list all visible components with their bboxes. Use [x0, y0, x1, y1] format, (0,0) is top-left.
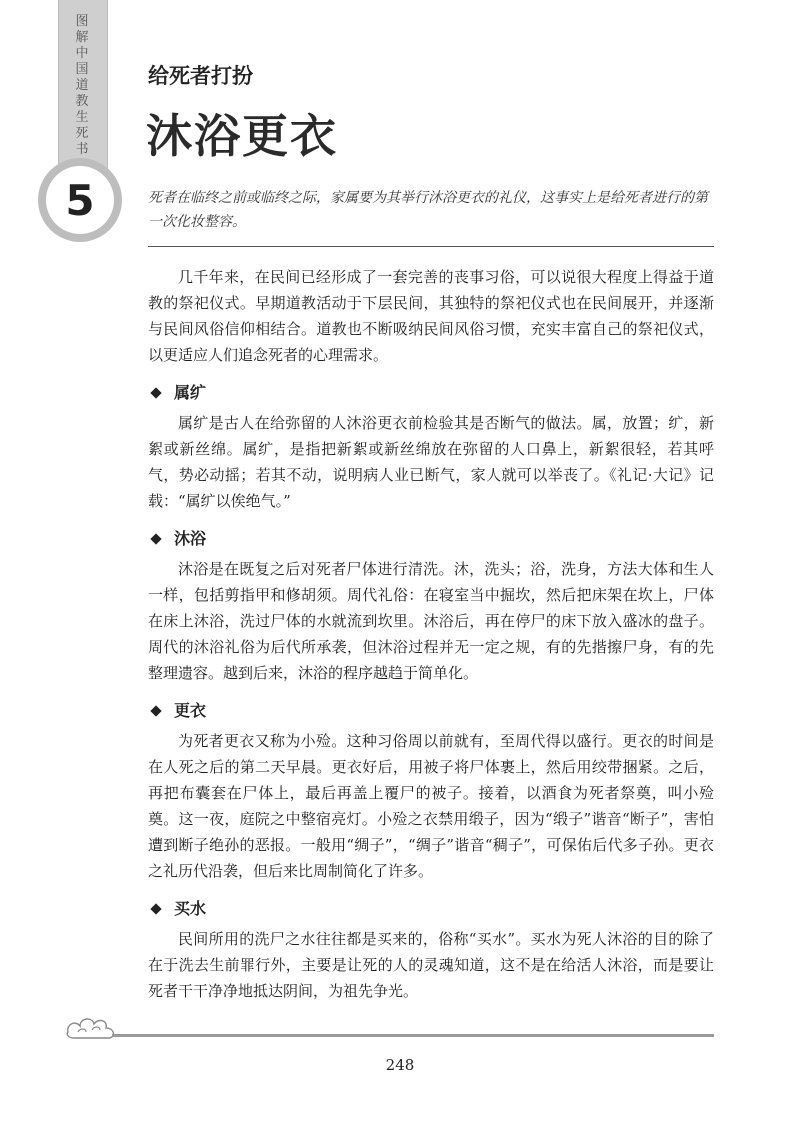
page-title: 沐浴更衣	[146, 109, 338, 163]
section-heading	[148, 698, 714, 724]
chapter-number: 5	[65, 175, 95, 225]
section-heading-label: 更衣	[174, 701, 207, 720]
article-body	[148, 264, 714, 1004]
diamond-bullet-icon	[150, 705, 161, 716]
section-paragraph: 为死者更衣又称为小殓。这种习俗周以前就有，至周代得以盛行。更衣的时间是在人死之后的第二天早晨。更衣好后，用被子将尸体裹上，然后用绞带捆紧。之后，再把布囊套在尸体上，最后再盖上覆尸的被子。接着，以酒食为死者祭奠，叫小殓奠。这一夜，庭院之中整宿亮灯。小殓之衣禁用缎子，因为“缎子”谐音“断子”，害怕遭到断子绝孙的恶报。一般用“绸子”，“绸子”谐音“稠子”，可保佑后代多子孙。更衣之礼历代沿袭，但后来比周制简化了许多。	[148, 732, 714, 880]
section-heading-label: 沐浴	[174, 529, 207, 548]
intro-text: 死者在临终之前或临终之际，家属要为其举行沐浴更衣的礼仪，这事实上是给死者进行的第一次化妆整容。	[148, 190, 708, 230]
section-paragraph: 属纩是古人在给弥留的人沐浴更衣前检验其是否断气的做法。属，放置；纩，新絮或新丝绵。属纩，是指把新絮或新丝绵放在弥留的人口鼻上，新絮很轻，若其呼气，势必动摇；若其不动，说明病人业已断气，家人就可以举丧了。《礼记·大记》记载：“属纩以俟绝气。”	[148, 414, 714, 510]
chapter-badge-inner	[46, 166, 114, 234]
bottom-rule	[112, 1034, 714, 1037]
section-heading-label: 买水	[174, 899, 207, 918]
lead-paragraph: 几千年来，在民间已经形成了一套完善的丧事习俗，可以说很大程度上得益于道教的祭祀仪式。早期道教活动于下层民间，其独特的祭祀仪式也在民间展开，并逐渐与民间风俗信仰相结合。道教也不断吸纳民间风俗习惯，充实丰富自己的祭祀仪式，以更适应人们追念死者的心理需求。	[148, 268, 714, 364]
section-paragraph: 沐浴是在既复之后对死者尸体进行清洗。沐，洗头；浴，洗身，方法大体和生人一样，包括剪指甲和修胡须。周代礼俗：在寝室当中掘坎，然后把床架在坎上，尸体在床上沐浴，洗过尸体的水就流到坎里。沐浴后，再在停尸的床下放入盛冰的盘子。周代的沐浴礼俗为后代所承袭，但沐浴过程并无一定之规，有的先揩擦尸身，有的先整理遗容。越到后来，沐浴的程序越趋于简单化。	[148, 560, 714, 682]
series-title: 图解中国道教生死书	[75, 14, 89, 157]
section-paragraph: 民间所用的洗尸之水往往都是买来的，俗称“买水”。买水为死人沐浴的目的除了在于洗去生前罪行外，主要是让死的人的灵魂知道，这不是在给活人沐浴，而是要让死者干干净净地抵达阴间，为祖先争光。	[148, 930, 714, 1000]
diamond-bullet-icon	[150, 533, 161, 544]
section-heading	[148, 380, 714, 406]
section-kicker: 给死者打扮	[148, 64, 253, 88]
section-heading	[148, 526, 714, 552]
section-heading	[148, 896, 714, 922]
section-heading-label: 属纩	[174, 383, 207, 402]
diamond-bullet-icon	[150, 387, 161, 398]
intro-divider	[148, 246, 714, 247]
page-number: 248	[385, 1056, 415, 1074]
cloud-ornament-icon	[64, 1012, 118, 1042]
diamond-bullet-icon	[150, 903, 161, 914]
